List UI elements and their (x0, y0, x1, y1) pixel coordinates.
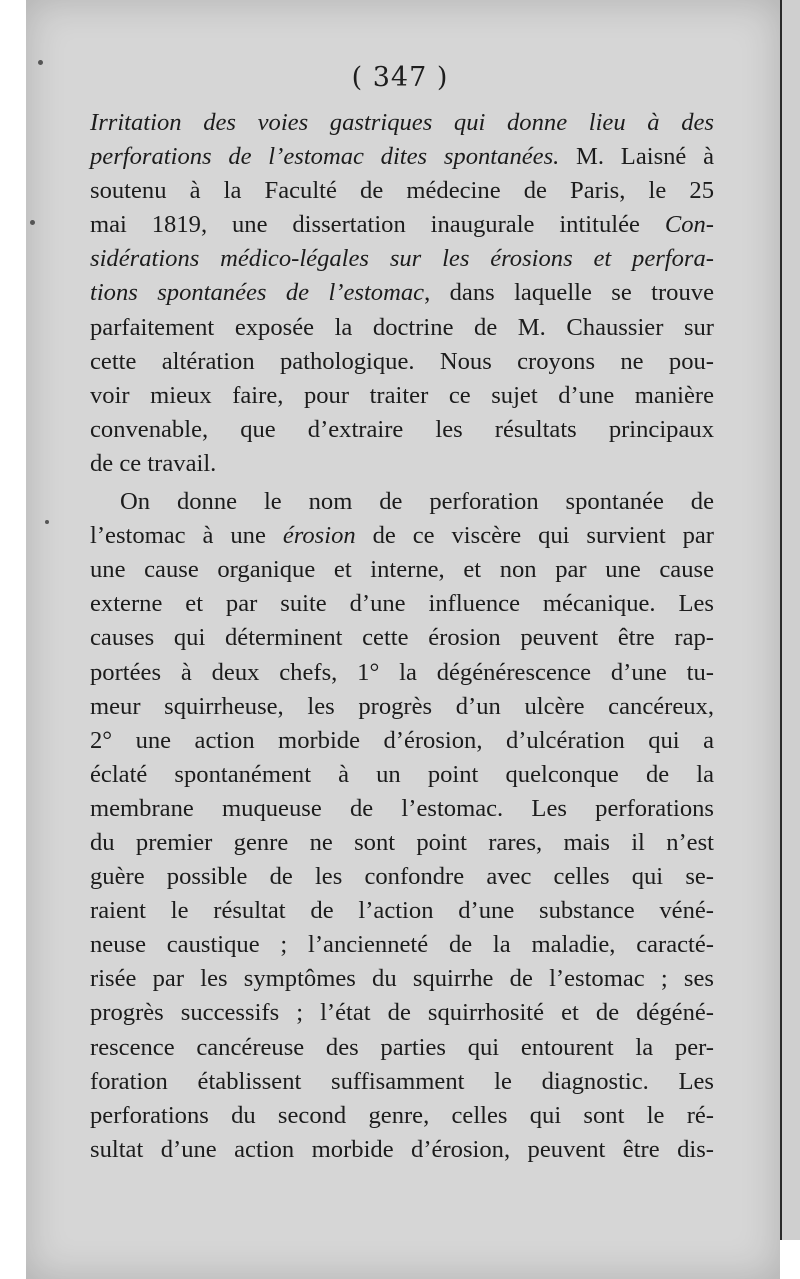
text-line: éclaté spontanément à un point quelconque de la (90, 760, 714, 788)
text-line: voir mieux faire, pour traiter ce sujet d’une manière (90, 381, 714, 409)
text-line: guère possible de les confondre avec celles qui se- (90, 863, 714, 891)
ink-speck (30, 220, 35, 225)
text-line: de ce travail. (90, 449, 217, 477)
text-line: rescence cancéreuse des parties qui entourent la per- (90, 1033, 714, 1061)
text-line: convenable, que d’extraire les résultats principaux (90, 415, 714, 443)
text-line: risée par les symptômes du squirrhe de l’estomac ; ses (90, 965, 714, 993)
page-left-edge (0, 35, 28, 1279)
text-line: sultat d’une action morbide d’érosion, peuvent être dis- (90, 1135, 714, 1163)
text-line: neuse caustique ; l’ancienneté de la maladie, caracté- (90, 931, 714, 959)
text-line: soutenu à la Faculté de médecine de Paris, le 25 (90, 177, 714, 205)
text-line: perforations de l’estomac dites spontanées. M. Laisné à (90, 143, 715, 171)
text-line: causes qui déterminent cette érosion peuvent être rap- (90, 624, 714, 652)
body-text (90, 106, 714, 1167)
paragraph (90, 106, 714, 481)
text-line: une cause organique et interne, et non par une cause (90, 556, 714, 584)
page-number: ( 347 ) (351, 62, 449, 93)
ink-speck (45, 520, 49, 524)
paragraph (90, 485, 714, 1167)
text-line: On donne le nom de perforation spontanée de (120, 488, 714, 516)
text-line: cette altération pathologique. Nous croyons ne pou- (90, 347, 714, 375)
text-line: externe et par suite d’une influence mécanique. Les (90, 590, 714, 618)
text-line: parfaitement exposée la doctrine de M. Chaussier sur (90, 313, 714, 341)
text-line: portées à deux chefs, 1° la dégénérescence d’une tu- (90, 658, 714, 686)
text-line: progrès successifs ; l’état de squirrhosité et de dégéné- (90, 999, 714, 1027)
text-line: sidérations médico-légales sur les érosions et perfora- (90, 245, 714, 273)
text-line: mai 1819, une dissertation inaugurale intitulée Con- (90, 211, 714, 239)
text-line: tions spontanées de l’estomac, dans laquelle se trouve (90, 279, 714, 307)
text-line: raient le résultat de l’action d’une substance véné- (90, 897, 714, 925)
text-line: l’estomac à une érosion de ce viscère qui survient par (90, 522, 714, 550)
text-line: du premier genre ne sont point rares, mais il n’est (90, 828, 714, 856)
text-line: perforations du second genre, celles qui sont le ré- (90, 1101, 714, 1129)
text-line: 2° une action morbide d’érosion, d’ulcération qui a (90, 726, 714, 754)
text-line: foration établissent suffisamment le diagnostic. Les (90, 1067, 714, 1095)
page-right-edge (780, 0, 800, 1240)
text-line: Irritation des voies gastriques qui donne lieu à des (90, 109, 714, 136)
text-line: meur squirrheuse, les progrès d’un ulcère cancéreux, (90, 692, 714, 720)
text-line: membrane muqueuse de l’estomac. Les perforations (90, 794, 714, 822)
